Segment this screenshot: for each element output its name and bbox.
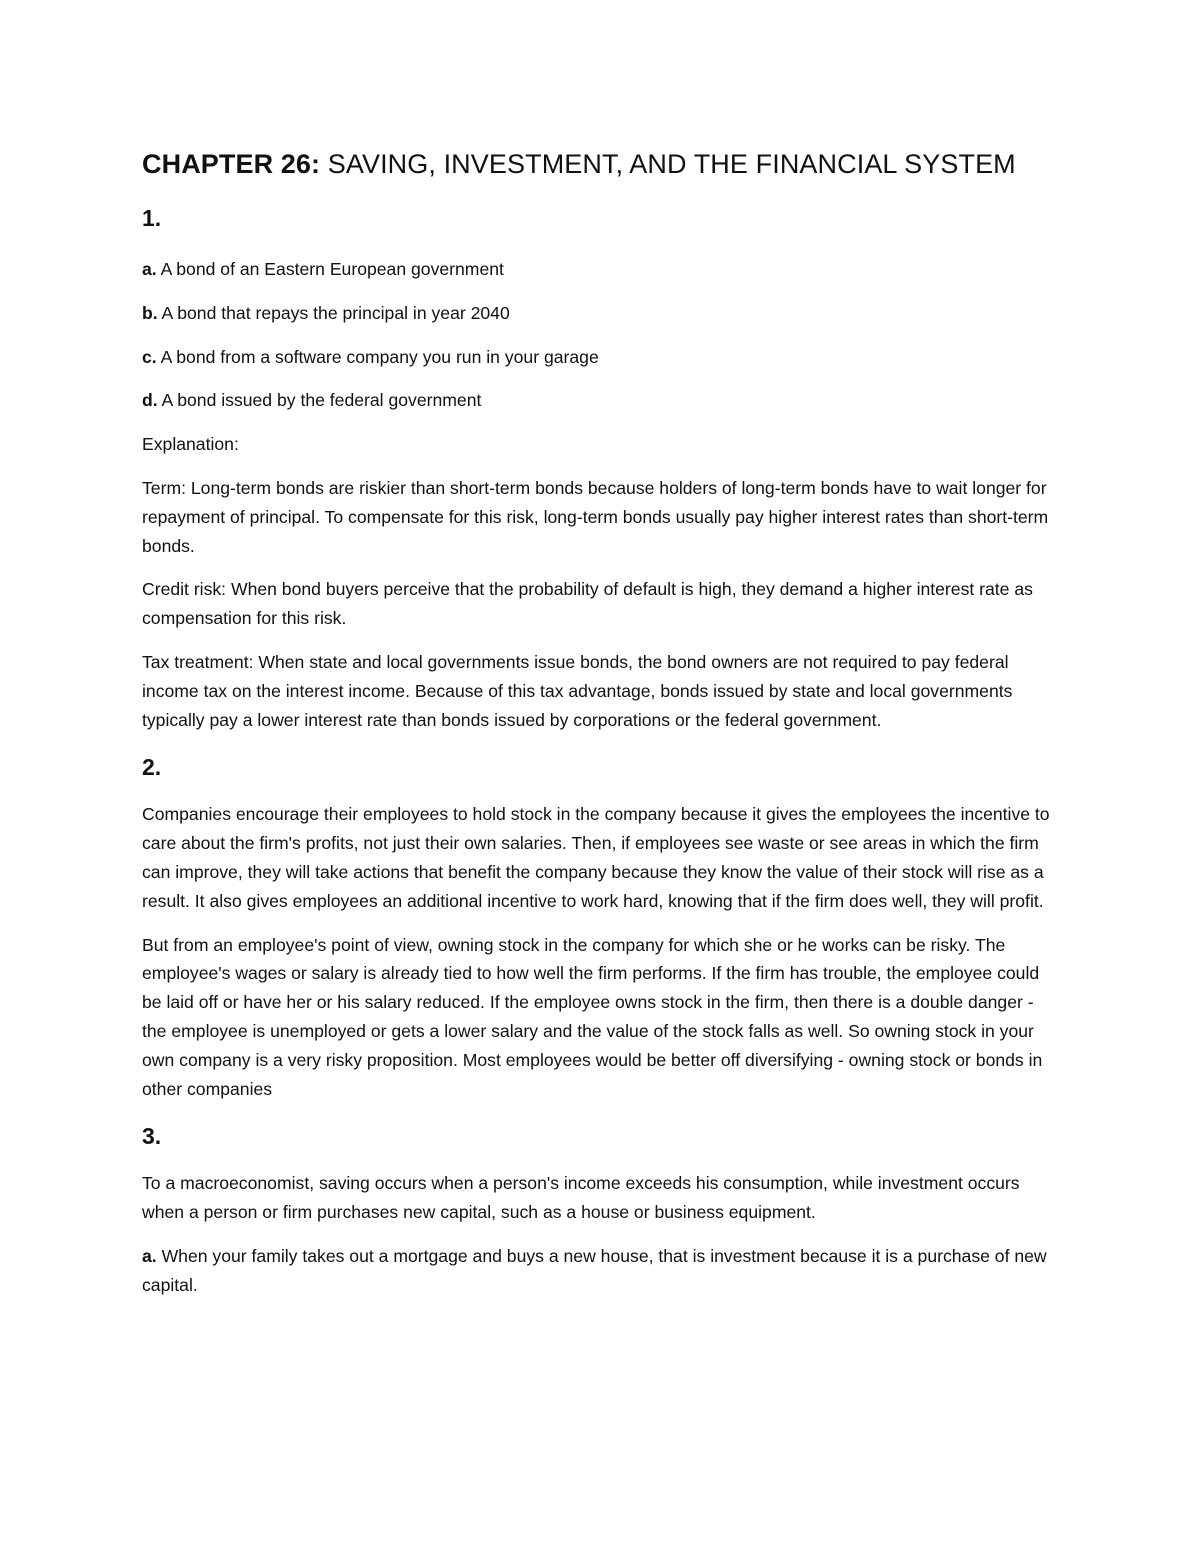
q3-intro: To a macroeconomist, saving occurs when a person's income exceeds his consumption, while investment occurs when a person or firm purchases new capital, such as a house or business equipment. [142,1173,1020,1223]
chapter-label: CHAPTER 26: [142,149,321,179]
q1-item-a [142,255,1062,284]
explanation-credit-risk: Credit risk: When bond buyers perceive that the probability of default is high, they demand a higher interest rate as compensation for this risk. [142,579,1033,629]
q3-item-a [142,1242,1062,1300]
q1-item-b-text: A bond that repays the principal in year 2040 [157,302,510,323]
q1-item-c-text: A bond from a software company you run in your garage [156,346,599,367]
question-2-number: 2. [142,754,162,781]
q3-item-a-text: When your family takes out a mortgage and buys a new house, that is investment because it is a purchase of new capital. [142,1245,1047,1295]
q1-item-a-text: A bond of an Eastern European government [156,259,504,279]
explanation-tax-treatment: Tax treatment: When state and local governments issue bonds, the bond owners are not required to pay federal income tax on the interest income. Because of this tax advantage, bonds issued by state and local governments typically pay a lower interest rate than bonds issued by corporations or the federal government. [142,651,1013,730]
explanation-term: Term: Long-term bonds are riskier than short-term bonds because holders of long-term bonds have to wait longer for repayment of principal. To compensate for this risk, long-term bonds usually pay higher interest rates than short-term bonds. [142,477,1049,556]
q1-item-d [142,386,1062,415]
question-1-number: 1. [142,205,162,231]
q1-item-a-label: a. [142,259,157,279]
q1-item-c-label: c. [142,346,157,367]
q3-item-a-label: a. [142,1245,157,1266]
chapter-name: SAVING, INVESTMENT, AND THE FINANCIAL SYSTEM [320,149,1016,179]
question-3-number: 3. [142,1123,162,1150]
explanation-heading: Explanation: [142,434,239,455]
q1-item-d-label: d. [142,390,158,411]
q2-paragraph-1: Companies encourage their employees to hold stock in the company because it gives the employees the incentive to care about the firm's profits, not just their own salaries. Then, if employees see waste or see areas in which the firm can improve, they will take actions that benefit the company because they know the value of their stock will rise as a result. It also gives employees an additional incentive to work hard, knowing that if the firm does well, they will profit. [142,804,1050,911]
chapter-title [142,145,1062,183]
q1-item-b [142,299,1062,328]
document-content [142,145,1062,1300]
q1-item-b-label: b. [142,302,158,323]
q1-item-c [142,343,1062,372]
q1-item-d-text: A bond issued by the federal government [157,390,482,411]
q2-paragraph-2: But from an employee's point of view, owning stock in the company for which she or he works can be risky. The employee's wages or salary is already tied to how well the firm performs. If the firm has trouble, the employee could be laid off or have her or his salary reduced. If the employee owns stock in the firm, then there is a double danger - the employee is unemployed or gets a lower salary and the value of the stock falls as well. So owning stock in your own company is a very risky proposition. Most employees would be better off diversifying - owning stock or bonds in other companies [142,934,1043,1099]
